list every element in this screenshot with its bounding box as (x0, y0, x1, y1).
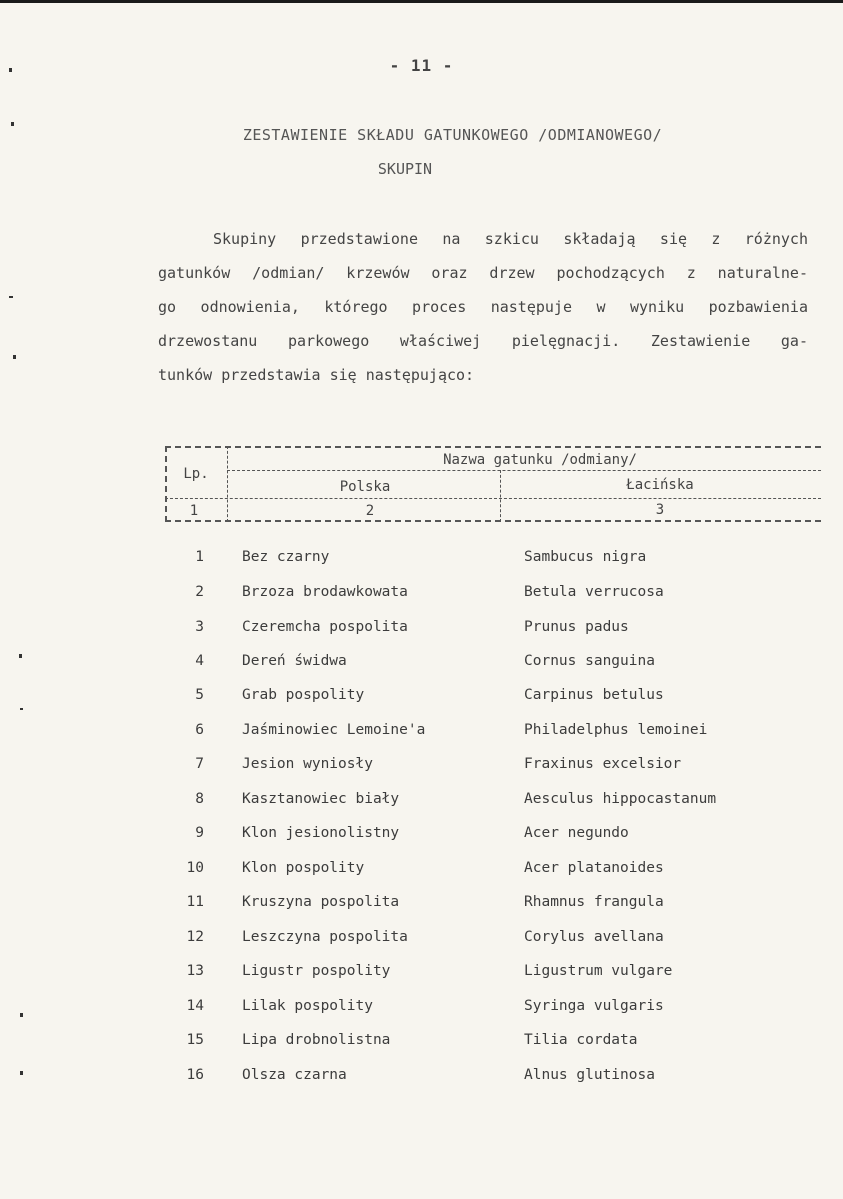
paragraph-line: drzewostanu parkowego właściwej pielęgnacji. Zestawienie ga- (158, 332, 808, 350)
row-number: 4 (195, 653, 204, 669)
table-row (0, 722, 843, 752)
polish-name: Leszczyna pospolita (242, 929, 408, 945)
latin-name: Alnus glutinosa (524, 1067, 655, 1083)
row-number: 16 (186, 1067, 204, 1083)
row-number: 11 (186, 894, 204, 910)
row-number: 5 (195, 687, 204, 703)
latin-name: Ligustrum vulgare (524, 963, 673, 979)
margin-speck (19, 654, 22, 658)
header-name-group: Nazwa gatunku /odmiany/ (443, 452, 637, 468)
row-number: 14 (186, 998, 204, 1014)
latin-name: Philadelphus lemoinei (524, 722, 708, 738)
header-divider-names (165, 498, 821, 499)
table-row (0, 860, 843, 890)
header-col-2: 2 (365, 503, 375, 519)
margin-speck (20, 708, 23, 710)
latin-name: Tilia cordata (524, 1032, 638, 1048)
table-row (0, 1067, 843, 1097)
polish-name: Dereń świdwa (242, 653, 347, 669)
polish-name: Grab pospolity (242, 687, 365, 703)
intro-paragraph (158, 222, 808, 392)
margin-speck (20, 1071, 23, 1075)
polish-name: Jaśminowiec Lemoine'a (242, 722, 426, 738)
polish-name: Czeremcha pospolita (242, 619, 408, 635)
latin-name: Acer negundo (524, 825, 629, 841)
polish-name: Jesion wyniosły (242, 756, 373, 772)
table-row (0, 1032, 843, 1062)
polish-name: Lipa drobnolistna (242, 1032, 391, 1048)
header-col-3: 3 (655, 502, 665, 518)
row-number: 7 (195, 756, 204, 772)
latin-name: Betula verrucosa (524, 584, 664, 600)
latin-name: Prunus padus (524, 619, 629, 635)
table-row (0, 825, 843, 855)
header-lp: Lp. (183, 466, 209, 482)
polish-name: Klon pospolity (242, 860, 365, 876)
table-row (0, 619, 843, 649)
table-row (0, 963, 843, 993)
header-polish: Polska (339, 479, 391, 495)
row-number: 10 (186, 860, 204, 876)
paragraph-line: go odnowienia, którego proces następuje w wyniku pozbawienia (158, 298, 808, 316)
margin-speck (11, 122, 14, 126)
row-number: 2 (195, 584, 204, 600)
latin-name: Corylus avellana (524, 929, 664, 945)
margin-speck (13, 355, 16, 359)
page-title: ZESTAWIENIE SKŁADU GATUNKOWEGO /ODMIANOWEGO/ (242, 126, 663, 144)
header-border-bottom (165, 520, 821, 522)
table-row (0, 653, 843, 683)
latin-name: Acer platanoides (524, 860, 664, 876)
top-border (0, 0, 843, 3)
polish-name: Klon jesionolistny (242, 825, 400, 841)
polish-name: Kruszyna pospolita (242, 894, 400, 910)
polish-name: Brzoza brodawkowata (242, 584, 408, 600)
row-number: 12 (186, 929, 204, 945)
header-divider-pl-la (500, 470, 501, 522)
header-border-top (165, 446, 821, 448)
polish-name: Olsza czarna (242, 1067, 347, 1083)
paragraph-line: Skupiny przedstawione na szkicu składają się z różnych (213, 230, 808, 248)
table-row (0, 584, 843, 614)
margin-speck (9, 68, 12, 72)
paragraph-line: tunków przedstawia się następująco: (158, 366, 475, 384)
table-row (0, 929, 843, 959)
row-number: 3 (195, 619, 204, 635)
row-number: 1 (195, 549, 204, 565)
row-number: 9 (195, 825, 204, 841)
row-number: 13 (186, 963, 204, 979)
latin-name: Cornus sanguina (524, 653, 655, 669)
table-row (0, 894, 843, 924)
table-row (0, 998, 843, 1028)
page-subtitle: SKUPIN (377, 160, 433, 178)
header-latin: Łacińska (626, 477, 694, 493)
page-number: - 11 - (389, 56, 454, 75)
polish-name: Lilak pospolity (242, 998, 373, 1014)
header-divider-group (227, 470, 821, 471)
latin-name: Sambucus nigra (524, 549, 647, 565)
polish-name: Bez czarny (242, 549, 330, 565)
header-col-1: 1 (189, 503, 199, 519)
paragraph-line: gatunków /odmian/ krzewów oraz drzew pochodzących z naturalne- (158, 264, 808, 282)
latin-name: Fraxinus excelsior (524, 756, 682, 772)
table-row (0, 791, 843, 821)
row-number: 6 (195, 722, 204, 738)
latin-name: Aesculus hippocastanum (524, 791, 717, 807)
margin-speck (9, 296, 13, 298)
polish-name: Kasztanowiec biały (242, 791, 400, 807)
row-number: 8 (195, 791, 204, 807)
margin-speck (20, 1013, 23, 1017)
table-row (0, 687, 843, 717)
latin-name: Carpinus betulus (524, 687, 664, 703)
latin-name: Rhamnus frangula (524, 894, 664, 910)
table-row (0, 549, 843, 579)
header-divider-lp (227, 446, 228, 522)
table-row (0, 756, 843, 786)
row-number: 15 (186, 1032, 204, 1048)
latin-name: Syringa vulgaris (524, 998, 664, 1014)
table-header (165, 446, 821, 522)
polish-name: Ligustr pospolity (242, 963, 391, 979)
